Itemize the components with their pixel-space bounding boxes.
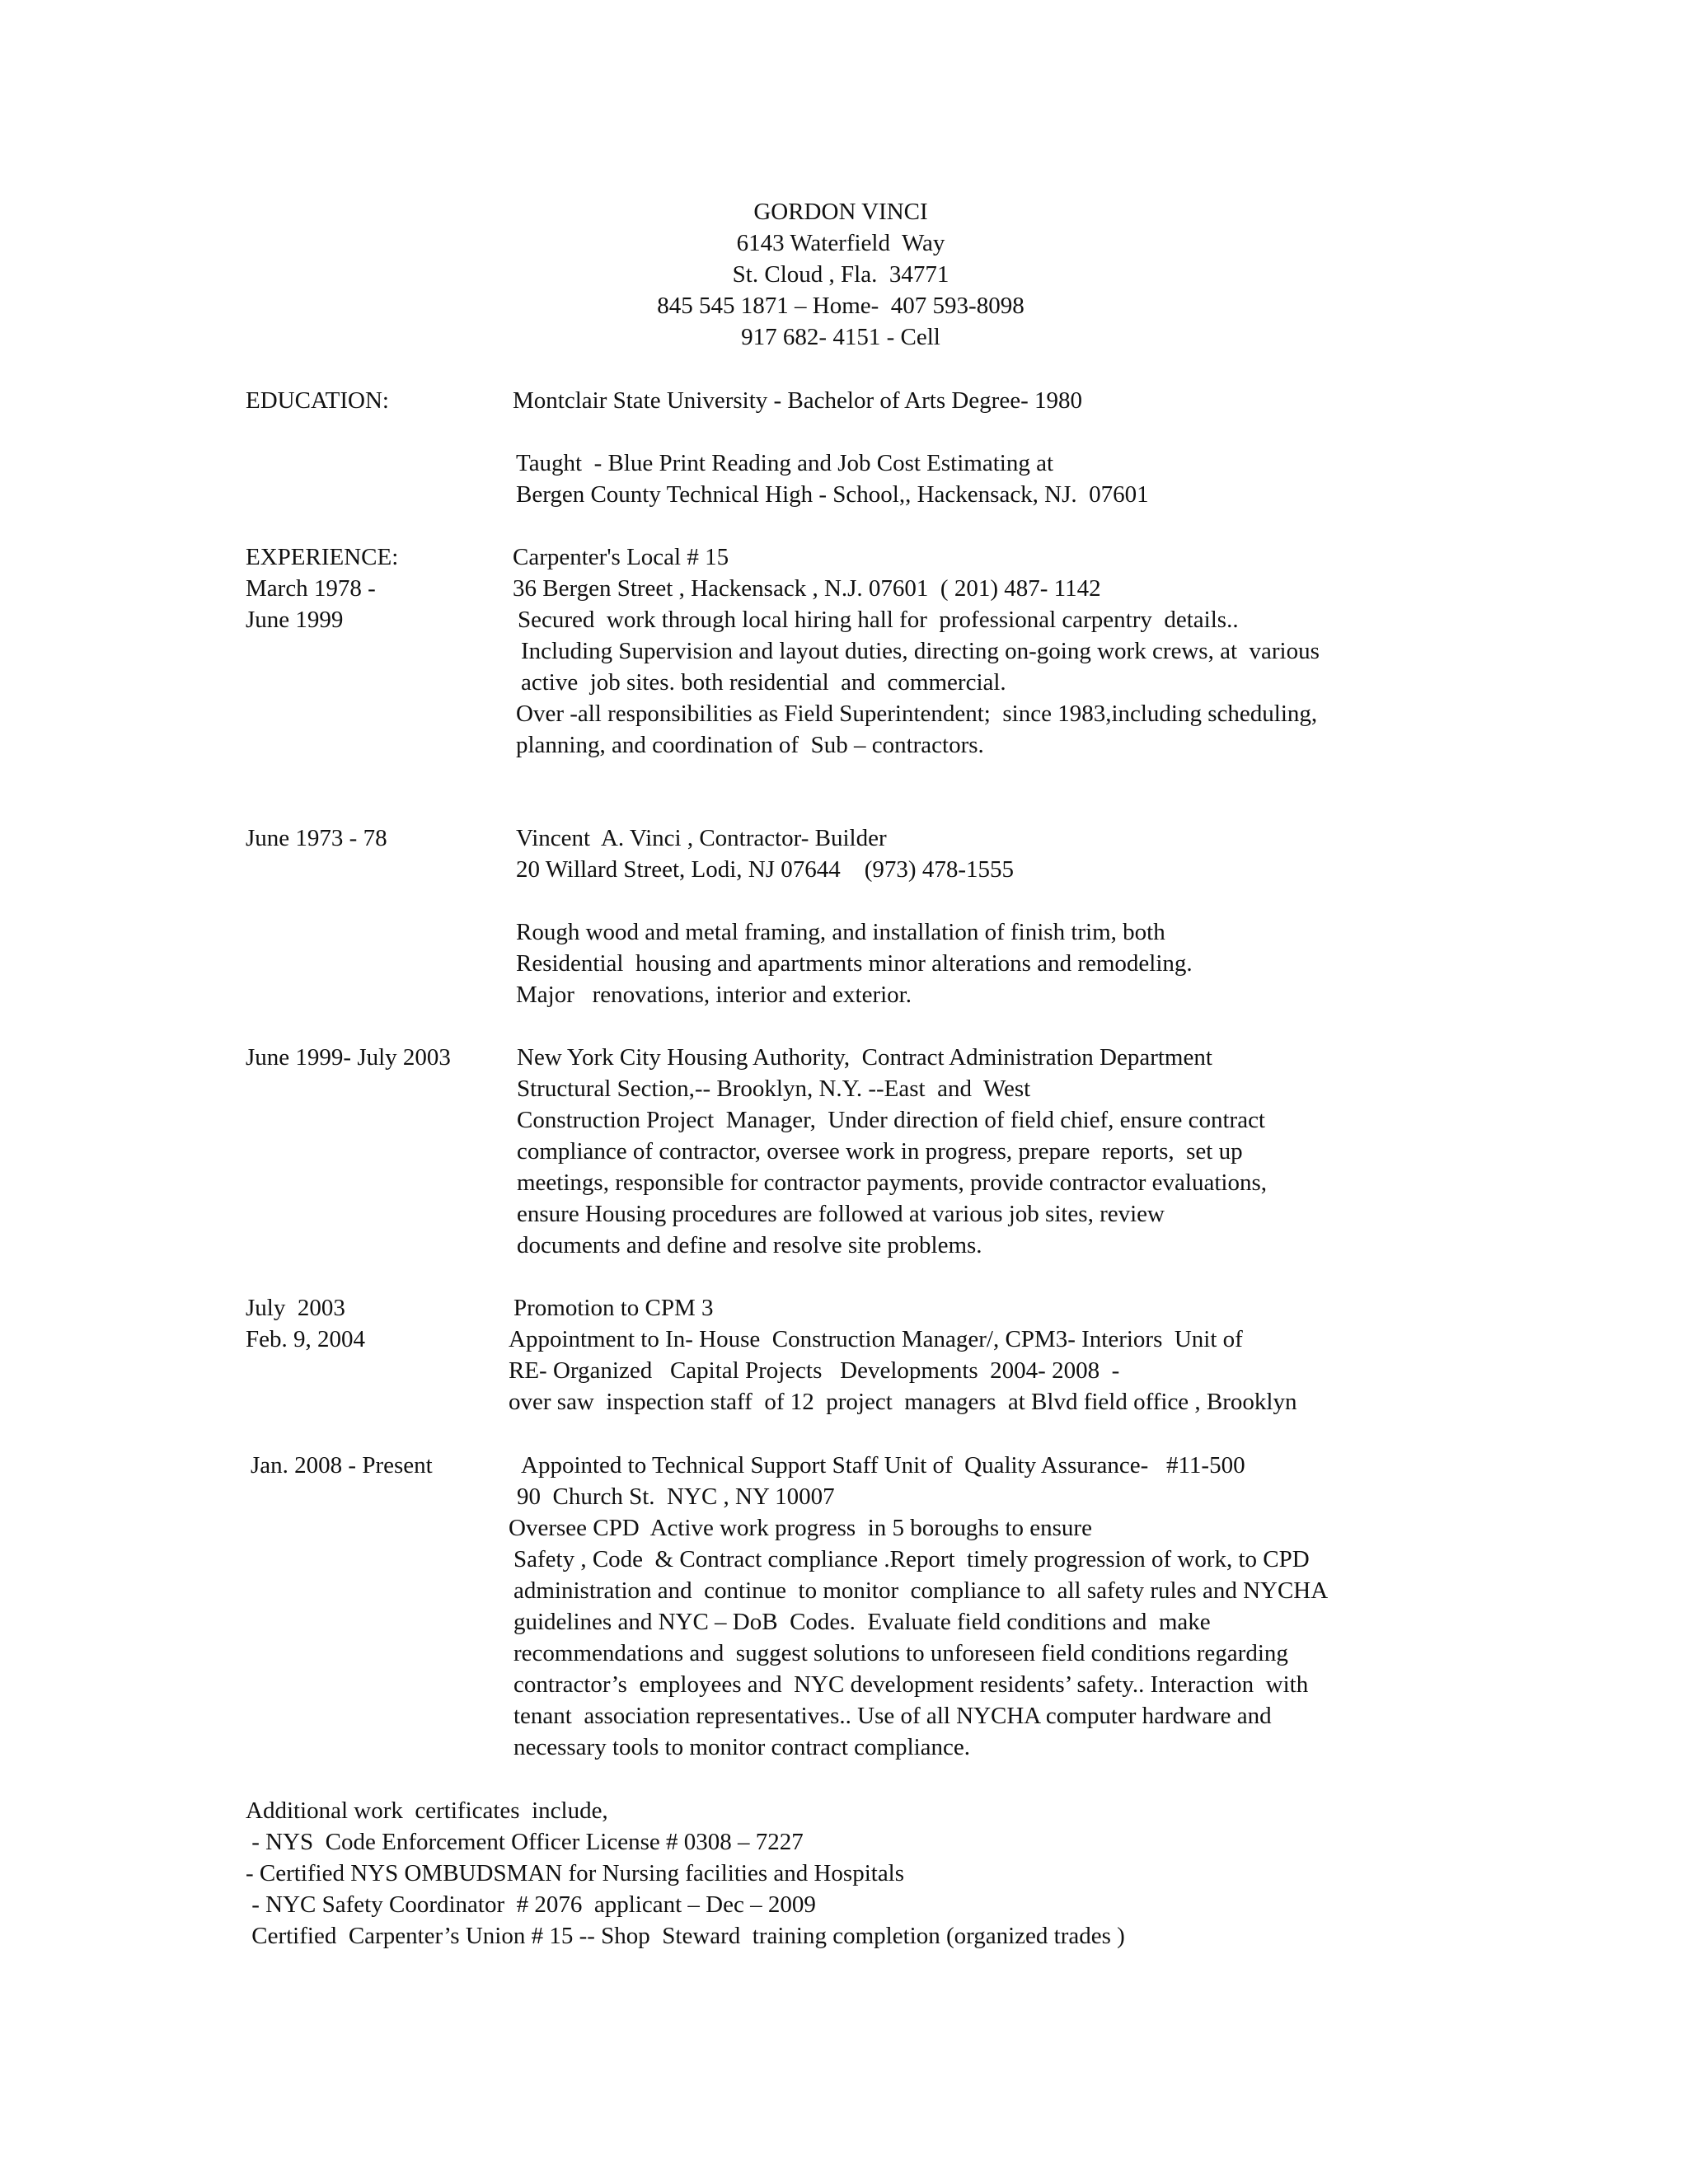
education-taught-line: Bergen County Technical High - School,, Hackensack, NJ. 07601 bbox=[516, 481, 1149, 508]
job-description-line: necessary tools to monitor contract compliance. bbox=[513, 1734, 971, 1760]
certificate-item: - NYC Safety Coordinator # 2076 applicant – Dec – 2009 bbox=[246, 1891, 816, 1918]
certificate-item: Certified Carpenter’s Union # 15 -- Shop Steward training completion (organized trades ) bbox=[246, 1923, 1125, 1949]
education-taught-line: Taught - Blue Print Reading and Job Cost Estimating at bbox=[516, 450, 1054, 476]
job-date: June 1999- July 2003 bbox=[246, 1044, 451, 1071]
job-description-line: Including Supervision and layout duties, directing on-going work crews, at various bbox=[521, 638, 1320, 664]
job-description-line: Residential housing and apartments minor alterations and remodeling. bbox=[516, 950, 1193, 977]
job-address: 20 Willard Street, Lodi, NJ 07644 (973) 478-1555 bbox=[516, 856, 1015, 883]
job-description-line: RE- Organized Capital Projects Developments 2004- 2008 - bbox=[509, 1357, 1120, 1384]
job-date: July 2003 bbox=[246, 1295, 345, 1321]
job-date: Feb. 9, 2004 bbox=[246, 1326, 365, 1352]
job-description-line: documents and define and resolve site problems. bbox=[517, 1232, 982, 1258]
job-employer: Carpenter's Local # 15 bbox=[513, 544, 729, 570]
city-address: St. Cloud , Fla. 34771 bbox=[732, 261, 950, 288]
certificate-item: - Certified NYS OMBUDSMAN for Nursing facilities and Hospitals bbox=[246, 1860, 905, 1886]
job-description-line: over saw inspection staff of 12 project managers at Blvd field office , Brooklyn bbox=[509, 1389, 1297, 1415]
job-date: June 1973 - 78 bbox=[246, 825, 387, 851]
job-description-line: administration and continue to monitor compliance to all safety rules and NYCHA bbox=[513, 1577, 1329, 1604]
job-description-line: guidelines and NYC – DoB Codes. Evaluate field conditions and make bbox=[513, 1609, 1211, 1635]
job-description-line: Structural Section,-- Brooklyn, N.Y. --East and West bbox=[517, 1076, 1031, 1102]
job-description-line: planning, and coordination of Sub – contractors. bbox=[516, 732, 984, 758]
job-description-line: meetings, responsible for contractor payments, provide contractor evaluations, bbox=[517, 1169, 1267, 1196]
job-employer: Promotion to CPM 3 bbox=[513, 1295, 714, 1321]
cell-phone: 917 682- 4151 - Cell bbox=[741, 324, 940, 350]
job-description-line: recommendations and suggest solutions to unforeseen field conditions regarding bbox=[513, 1640, 1288, 1666]
job-employer: Appointed to Technical Support Staff Unit of Quality Assurance- #11-500 bbox=[521, 1452, 1245, 1479]
job-description-line: Oversee CPD Active work progress in 5 boroughs to ensure bbox=[509, 1515, 1092, 1541]
job-description-line: Secured work through local hiring hall for professional carpentry details.. bbox=[518, 607, 1239, 633]
job-address: 90 Church St. NYC , NY 10007 bbox=[517, 1483, 835, 1510]
job-description-line: Rough wood and metal framing, and installation of finish trim, both bbox=[516, 919, 1165, 945]
job-description-line: contractor’s employees and NYC development residents’ safety.. Interaction with bbox=[513, 1671, 1309, 1698]
job-description-line: compliance of contractor, oversee work in progress, prepare reports, set up bbox=[517, 1138, 1243, 1165]
education-heading: EDUCATION: bbox=[246, 387, 389, 414]
job-description-line: Appointment to In- House Construction Manager/, CPM3- Interiors Unit of bbox=[509, 1326, 1243, 1352]
job-description-line: Construction Project Manager, Under direction of field chief, ensure contract bbox=[517, 1107, 1265, 1133]
certificates-intro: Additional work certificates include, bbox=[246, 1797, 608, 1824]
job-date: June 1999 bbox=[246, 607, 344, 633]
job-employer: Vincent A. Vinci , Contractor- Builder bbox=[516, 825, 887, 851]
job-employer: New York City Housing Authority, Contract Administration Department bbox=[517, 1044, 1212, 1071]
job-description-line: Over -all responsibilities as Field Superintendent; since 1983,including scheduling, bbox=[516, 701, 1318, 727]
job-date: March 1978 - bbox=[246, 575, 376, 602]
applicant-name: GORDON VINCI bbox=[753, 199, 928, 225]
job-description-line: active job sites. both residential and commercial. bbox=[521, 669, 1006, 696]
street-address: 6143 Waterfield Way bbox=[736, 230, 945, 256]
job-description-line: Major renovations, interior and exterior. bbox=[516, 982, 912, 1008]
job-description-line: tenant association representatives.. Use of all NYCHA computer hardware and bbox=[513, 1703, 1272, 1729]
home-phone: 845 545 1871 – Home- 407 593-8098 bbox=[657, 293, 1025, 319]
job-description-line: Safety , Code & Contract compliance .Report timely progression of work, to CPD bbox=[513, 1546, 1310, 1572]
certificate-item: - NYS Code Enforcement Officer License # 0308 – 7227 bbox=[246, 1829, 804, 1855]
education-degree: Montclair State University - Bachelor of Arts Degree- 1980 bbox=[513, 387, 1082, 414]
job-address: 36 Bergen Street , Hackensack , N.J. 07601 ( 201) 487- 1142 bbox=[513, 575, 1101, 602]
job-description-line: ensure Housing procedures are followed at various job sites, review bbox=[517, 1201, 1165, 1227]
experience-heading: EXPERIENCE: bbox=[246, 544, 399, 570]
job-date: Jan. 2008 - Present bbox=[251, 1452, 433, 1479]
